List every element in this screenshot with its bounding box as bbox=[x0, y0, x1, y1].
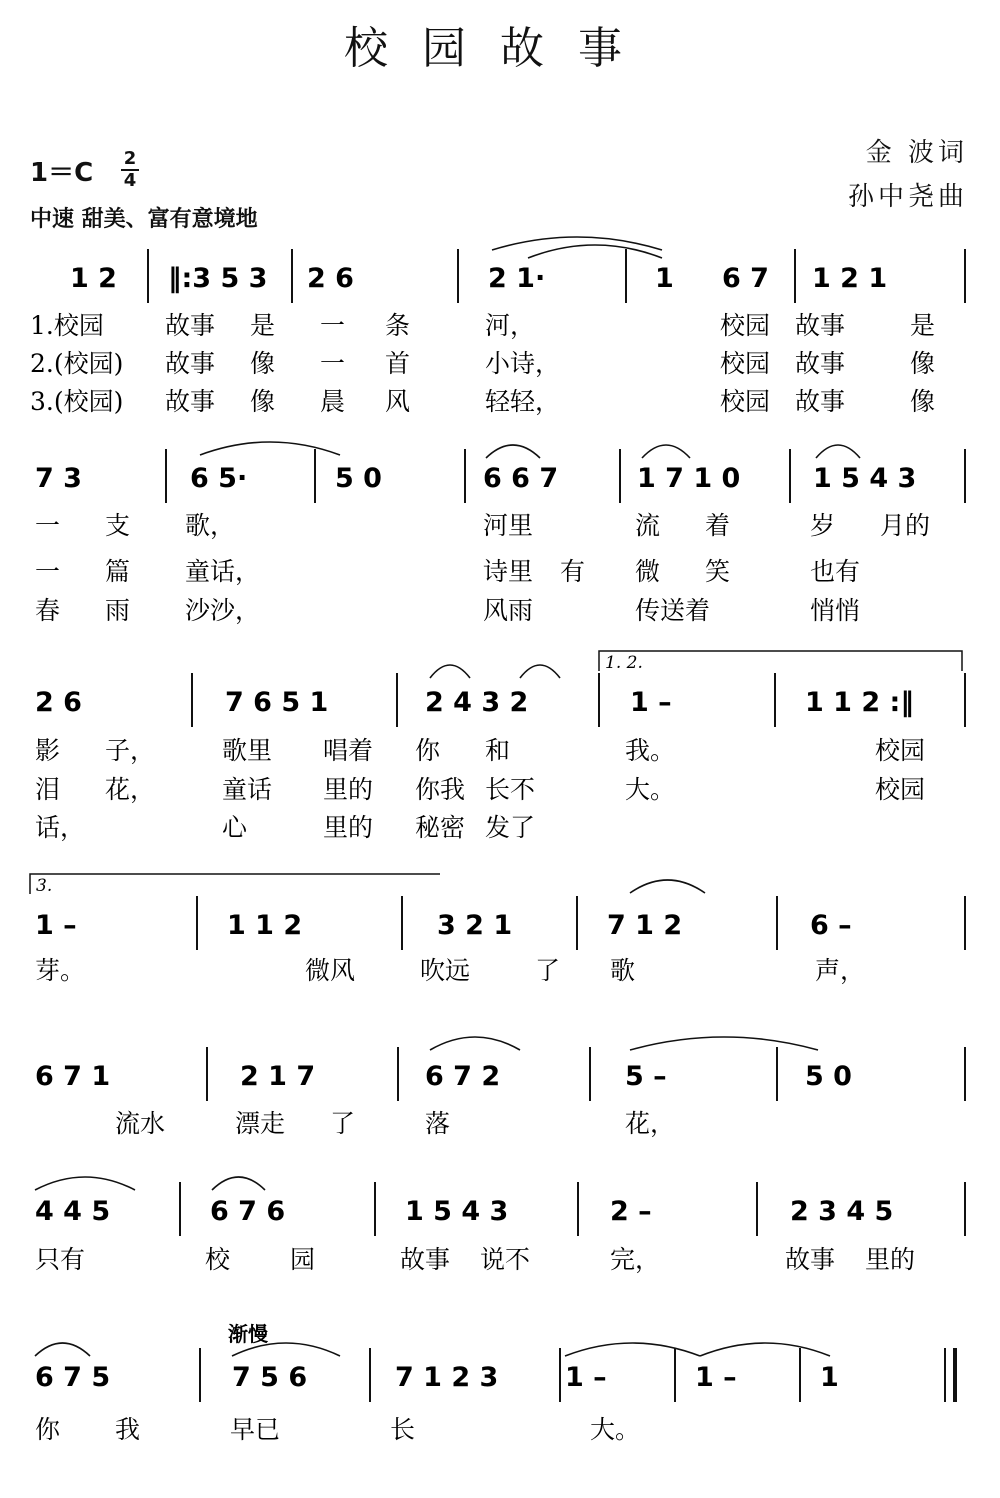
lyric-syllable: 支 bbox=[105, 511, 131, 540]
lyric-syllable: 篇 bbox=[105, 557, 131, 586]
lyric-syllable: 我 bbox=[115, 1415, 141, 1444]
slur bbox=[486, 445, 540, 458]
slur bbox=[816, 445, 860, 458]
note-group: 1 – bbox=[630, 687, 672, 718]
composer-credit: 孙中尧曲 bbox=[847, 182, 968, 212]
lyric-syllable: 大。 bbox=[625, 775, 676, 804]
note-group: 6 7 6 bbox=[210, 1196, 286, 1227]
note-group: 1 1 2 bbox=[227, 910, 303, 941]
note-group: 2 6 bbox=[35, 687, 82, 718]
lyric-syllable: 是 bbox=[910, 311, 936, 340]
lyric-syllable: 歌 bbox=[610, 956, 636, 985]
lyric-syllable: 影 bbox=[35, 736, 61, 765]
lyric-syllable: 你 bbox=[415, 736, 441, 765]
tempo-change-marking: 渐慢 bbox=[228, 1322, 268, 1346]
lyric-syllable: 童话， bbox=[185, 557, 261, 586]
lyric-syllable: 微 bbox=[635, 557, 661, 586]
note-group: 1 – bbox=[695, 1362, 737, 1393]
lyric-syllable: 校园 bbox=[875, 736, 926, 765]
slur bbox=[35, 1177, 135, 1190]
note-group: 6 7 1 bbox=[35, 1061, 111, 1092]
lyric-syllable: 里的 bbox=[865, 1245, 916, 1274]
lyric-syllable: 你 bbox=[35, 1415, 61, 1444]
lyric-syllable: 2.(校园) bbox=[30, 349, 124, 378]
lyric-syllable: 落 bbox=[425, 1109, 451, 1138]
lyric-syllable: 流 bbox=[635, 511, 661, 540]
lyric-syllable: 笑 bbox=[705, 557, 731, 586]
lyric-syllable: 故事 bbox=[795, 311, 846, 340]
tempo-marking: 中速 甜美、富有意境地 bbox=[30, 207, 258, 232]
lyric-syllable: 漂走 bbox=[235, 1109, 286, 1138]
lyric-syllable: 一 bbox=[35, 557, 61, 586]
lyric-syllable: 我。 bbox=[625, 736, 676, 765]
note-group: 1 5 4 3 bbox=[813, 463, 917, 494]
lyric-syllable: 发了 bbox=[485, 813, 536, 842]
note-group: 2 – bbox=[610, 1196, 652, 1227]
lyric-syllable: 心 bbox=[222, 813, 248, 842]
lyricist-credit: 金 波词 bbox=[865, 138, 968, 168]
lyric-syllable: 春 bbox=[35, 596, 61, 625]
lyric-syllable: 童话 bbox=[222, 775, 273, 804]
lyric-syllable: 风 bbox=[385, 387, 411, 416]
note-group: 1 2 1 bbox=[812, 263, 888, 294]
lyric-syllable: 唱着 bbox=[323, 736, 374, 765]
lyric-syllable: 故事 bbox=[785, 1245, 836, 1274]
time-signature-top: 2 bbox=[123, 148, 137, 169]
lyric-syllable: 声， bbox=[815, 956, 866, 985]
note-group: 5 0 bbox=[335, 463, 382, 494]
lyric-syllable: 一 bbox=[35, 511, 61, 540]
slur bbox=[212, 1177, 265, 1190]
lyric-syllable: 条 bbox=[385, 311, 411, 340]
lyric-syllable: 歌里 bbox=[222, 736, 273, 765]
lyric-syllable: 河里 bbox=[483, 511, 534, 540]
note-group: 6 7 bbox=[722, 263, 769, 294]
lyric-syllable: 长不 bbox=[485, 775, 536, 804]
lyric-syllable: 园 bbox=[290, 1245, 316, 1274]
volta-label: 1. 2. bbox=[605, 653, 643, 673]
lyric-syllable: 吹远 bbox=[420, 956, 471, 985]
lyric-syllable: 雨 bbox=[105, 596, 131, 625]
lyric-syllable: 小诗， bbox=[485, 349, 561, 378]
slur bbox=[200, 442, 340, 455]
note-group: 6 7 2 bbox=[425, 1061, 501, 1092]
volta-label: 3. bbox=[36, 876, 53, 896]
lyric-syllable: 长 bbox=[390, 1415, 416, 1444]
volta-bracket bbox=[599, 651, 962, 671]
lyric-syllable: 花， bbox=[105, 775, 156, 804]
slur bbox=[642, 445, 690, 458]
slur bbox=[492, 237, 662, 250]
lyric-syllable: 泪 bbox=[35, 775, 61, 804]
slur bbox=[630, 880, 705, 893]
lyric-syllable: 故事 bbox=[795, 387, 846, 416]
lyric-syllable: 校园 bbox=[720, 311, 771, 340]
lyric-syllable: 像 bbox=[910, 387, 936, 416]
note-group: 5 0 bbox=[805, 1061, 852, 1092]
slur bbox=[35, 1343, 90, 1356]
lyric-syllable: 歌， bbox=[185, 511, 236, 540]
note-group: 1 bbox=[655, 263, 674, 294]
lyric-syllable: 大。 bbox=[590, 1415, 641, 1444]
lyric-syllable: 像 bbox=[250, 387, 276, 416]
note-group: 7 3 bbox=[35, 463, 82, 494]
lyric-syllable: 里的 bbox=[323, 775, 374, 804]
lyric-syllable: 悄悄 bbox=[810, 596, 861, 625]
key-signature: 1＝C bbox=[30, 158, 94, 188]
lyric-syllable: 故事 bbox=[795, 349, 846, 378]
lyric-syllable: 诗里 bbox=[483, 557, 534, 586]
note-group: 2 4 3 2 bbox=[425, 687, 529, 718]
lyric-syllable: 秘密 bbox=[415, 813, 466, 842]
lyric-syllable: 故事 bbox=[165, 387, 216, 416]
note-group: 3 2 1 bbox=[437, 910, 513, 941]
note-group: 5 – bbox=[625, 1061, 667, 1092]
note-group: 1 – bbox=[565, 1362, 607, 1393]
lyric-syllable: 风雨 bbox=[483, 596, 534, 625]
lyric-syllable: 子， bbox=[105, 736, 156, 765]
note-group: 7 1 2 3 bbox=[395, 1362, 499, 1393]
note-group: 1 2 bbox=[70, 263, 117, 294]
note-group: 2 6 bbox=[307, 263, 354, 294]
slur bbox=[700, 1343, 830, 1356]
slur bbox=[528, 245, 662, 258]
lyric-syllable: 只有 bbox=[35, 1245, 86, 1274]
lyric-syllable: 像 bbox=[910, 349, 936, 378]
slur bbox=[430, 665, 470, 678]
lyric-syllable: 轻轻， bbox=[485, 387, 561, 416]
note-group: 1 1 2 :‖ bbox=[805, 687, 914, 718]
lyric-syllable: 首 bbox=[385, 349, 411, 378]
lyric-syllable: 有 bbox=[560, 557, 586, 586]
time-signature-bottom: 4 bbox=[123, 170, 137, 191]
lyric-syllable: 一 bbox=[320, 311, 346, 340]
note-group: 2 3 4 5 bbox=[790, 1196, 894, 1227]
slur bbox=[520, 665, 560, 678]
lyric-syllable: 微风 bbox=[305, 956, 356, 985]
note-group: 1 7 1 0 bbox=[637, 463, 741, 494]
slur bbox=[630, 1037, 818, 1050]
note-group: 7 5 6 bbox=[232, 1362, 308, 1393]
note-group: 7 1 2 bbox=[607, 910, 683, 941]
lyric-syllable: 故事 bbox=[400, 1245, 451, 1274]
song-title: 校园故事 bbox=[344, 23, 656, 74]
lyric-syllable: 传送着 bbox=[635, 596, 711, 625]
lyric-syllable: 校园 bbox=[875, 775, 926, 804]
lyric-syllable: 岁 bbox=[810, 511, 836, 540]
note-group: 1 bbox=[820, 1362, 839, 1393]
lyric-syllable: 校园 bbox=[720, 349, 771, 378]
slur bbox=[565, 1343, 700, 1356]
lyric-syllable: 话， bbox=[35, 813, 86, 842]
lyric-syllable: 说不 bbox=[480, 1245, 531, 1274]
lyric-syllable: 沙沙， bbox=[185, 596, 261, 625]
lyric-syllable: 故事 bbox=[165, 311, 216, 340]
lyric-syllable: 3.(校园) bbox=[30, 387, 124, 416]
lyric-syllable: 晨 bbox=[320, 387, 346, 416]
note-group: 2 1 7 bbox=[240, 1061, 316, 1092]
note-group: 6 5· bbox=[190, 463, 248, 494]
lyric-syllable: 着 bbox=[705, 511, 731, 540]
lyric-syllable: 早已 bbox=[230, 1415, 281, 1444]
lyric-syllable: 也有 bbox=[810, 557, 861, 586]
lyric-syllable: 芽。 bbox=[35, 956, 86, 985]
note-group: 6 – bbox=[810, 910, 852, 941]
lyric-syllable: 故事 bbox=[165, 349, 216, 378]
volta-bracket bbox=[30, 874, 440, 894]
lyric-syllable: 完， bbox=[610, 1245, 661, 1274]
lyric-syllable: 里的 bbox=[323, 813, 374, 842]
note-group: 6 6 7 bbox=[483, 463, 559, 494]
note-group: 6 7 5 bbox=[35, 1362, 111, 1393]
lyric-syllable: 了 bbox=[330, 1109, 356, 1138]
note-group: ‖:3 5 3 bbox=[168, 263, 268, 294]
note-group: 1 5 4 3 bbox=[405, 1196, 509, 1227]
lyric-syllable: 一 bbox=[320, 349, 346, 378]
lyric-syllable: 月的 bbox=[880, 511, 931, 540]
note-group: 1 – bbox=[35, 910, 77, 941]
lyric-syllable: 是 bbox=[250, 311, 276, 340]
lyric-syllable: 校园 bbox=[720, 387, 771, 416]
lyric-syllable: 流水 bbox=[115, 1109, 166, 1138]
note-group: 2 1· bbox=[488, 263, 546, 294]
lyric-syllable: 河， bbox=[485, 311, 536, 340]
lyric-syllable: 和 bbox=[485, 736, 511, 765]
lyric-syllable: 花， bbox=[625, 1109, 676, 1138]
note-group: 4 4 5 bbox=[35, 1196, 111, 1227]
lyric-syllable: 校 bbox=[205, 1245, 231, 1274]
lyric-syllable: 1.校园 bbox=[30, 311, 104, 340]
lyric-syllable: 像 bbox=[250, 349, 276, 378]
lyric-syllable: 你我 bbox=[415, 775, 466, 804]
note-group: 7 6 5 1 bbox=[225, 687, 329, 718]
lyric-syllable: 了 bbox=[535, 956, 561, 985]
slur bbox=[430, 1037, 520, 1050]
